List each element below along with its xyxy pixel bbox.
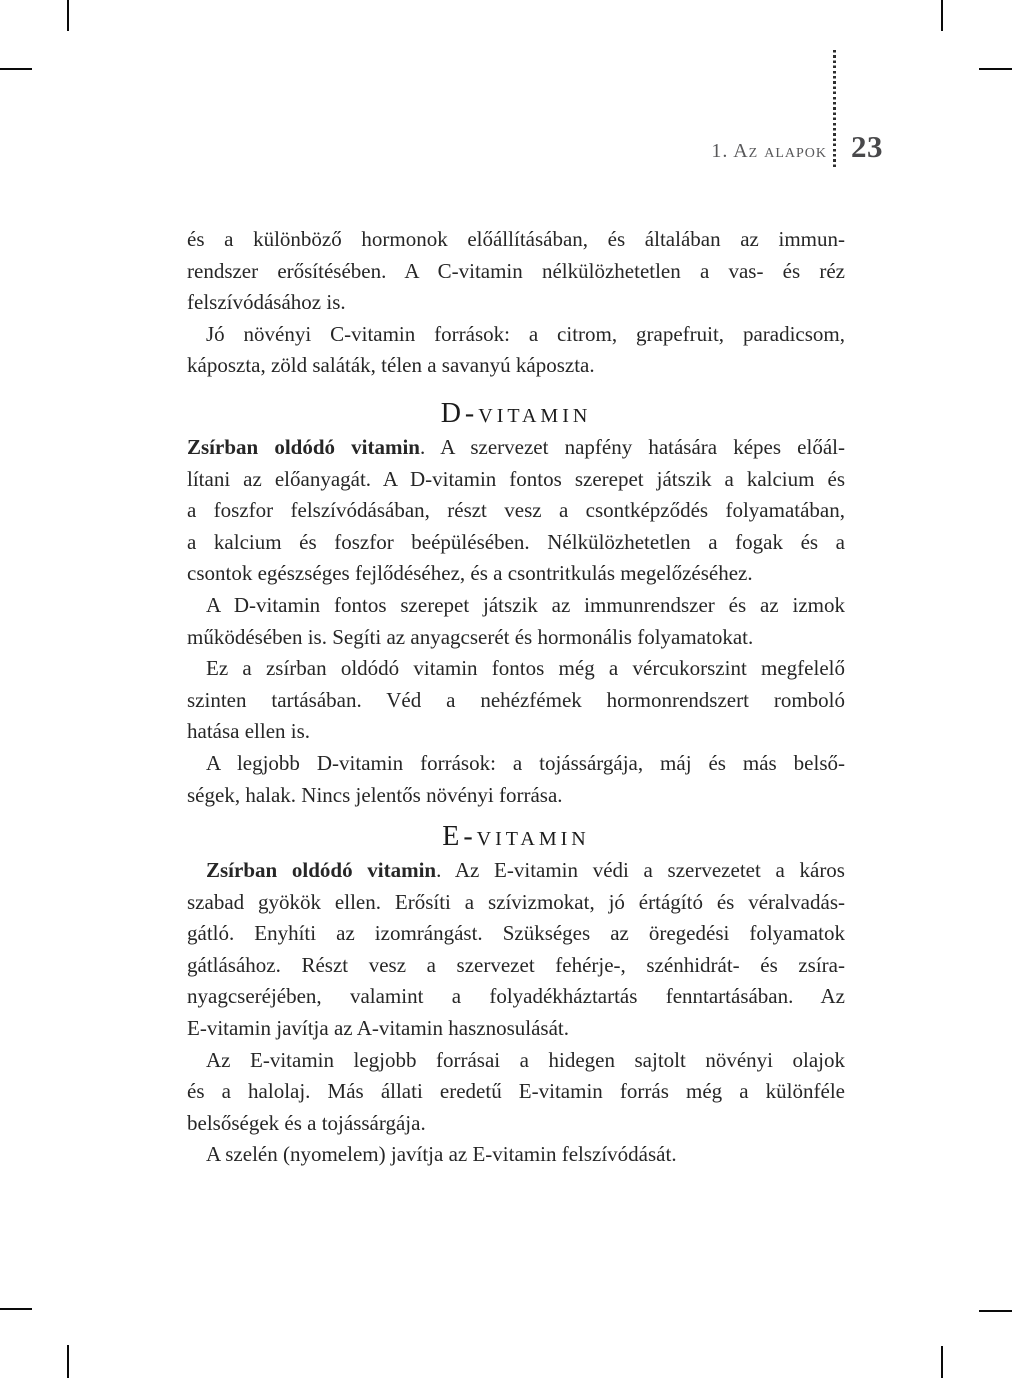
text-run: ségek, halak. Nincs jelentős növényi forrása. [187, 782, 563, 807]
text-line [187, 256, 845, 288]
text-line [187, 224, 845, 256]
text-run: a kalcium és foszfor beépülésében. Nélkülözhetetlen a fogak és a [187, 529, 845, 554]
text-run: és a halolaj. Más állati eredetű E-vitamin forrás még a különféle [187, 1079, 845, 1104]
text-line [187, 918, 845, 950]
paragraph [187, 432, 845, 590]
text-run: és a különböző hormonok előállításában, és általában az immun- [187, 227, 845, 251]
text-run: hatása ellen is. [187, 719, 311, 744]
paragraph [187, 224, 845, 319]
text-line [187, 716, 845, 748]
crop-mark-top-right-vertical [941, 0, 943, 31]
text-line [187, 1139, 845, 1171]
text-run: csontok egészséges fejlődéséhez, és a csontritkulás megelőzéséhez. [187, 561, 753, 586]
text-line [187, 350, 845, 382]
text-run: szabad gyökök ellen. Erősíti a szívizmokat, jó értágító és véralvadás- [187, 889, 845, 914]
text-run: lítani az előanyagát. A D-vitamin fontos szerepet játszik a kalcium és [187, 466, 845, 491]
text-line [187, 685, 845, 717]
text-run: A legjobb D-vitamin források: a tojássárgája, máj és más belső- [206, 750, 845, 775]
text-line [187, 950, 845, 982]
bold-run: Zsírban oldódó vitamin [206, 858, 437, 883]
text-run: Az E-vitamin legjobb forrásai a hidegen sajtolt növényi olajok [206, 1047, 845, 1072]
text-run: felszívódásához is. [187, 290, 346, 315]
page-number: 23 [851, 129, 883, 164]
paragraph [187, 1045, 845, 1140]
paragraph [187, 1139, 845, 1171]
text-line [187, 887, 845, 919]
crop-mark-bottom-right-vertical [941, 1346, 943, 1378]
crop-mark-bottom-left-horizontal [0, 1308, 32, 1310]
text-run: gátló. Enyhíti az izomrángást. Szükséges az öregedési folyamatok [187, 921, 845, 946]
text-run: A D-vitamin fontos szerepet játszik az immunrendszer és az izmok [206, 592, 845, 617]
crop-mark-top-left-horizontal [0, 68, 32, 70]
paragraph [187, 319, 845, 382]
text-run: rendszer erősítésében. A C-vitamin nélkülözhetetlen a vas- és réz [187, 258, 845, 283]
text-run: Ez a zsírban oldódó vitamin fontos még a vércukorszint megfelelő [206, 656, 845, 681]
text-run: E-vitamin javítja az A-vitamin hasznosulását. [187, 1016, 569, 1041]
text-run: a foszfor felszívódásában, részt vesz a csontképződés folyamatában, [187, 498, 845, 523]
crop-mark-top-left-vertical [67, 0, 69, 31]
text-run: szinten tartásában. Véd a nehézfémek hormonrendszert romboló [187, 687, 845, 712]
text-run: működésében is. Segíti az anyagcserét és hormonális folyamatokat. [187, 624, 754, 649]
text-run: gátlásához. Részt vesz a szervezet fehérje-, szénhidrát- és zsíra- [187, 952, 845, 977]
text-line [187, 780, 845, 812]
text-line [187, 1045, 845, 1077]
text-line [187, 653, 845, 685]
text-run: A szelén (nyomelem) javítja az E-vitamin felszívódását. [206, 1142, 677, 1167]
text-line [187, 855, 845, 887]
paragraph [187, 855, 845, 1045]
text-line [187, 495, 845, 527]
crop-mark-bottom-left-vertical [67, 1345, 69, 1378]
text-run: káposzta, zöld saláták, télen a savanyú káposzta. [187, 353, 595, 378]
section-heading-e-vitamin: E-vitamin [442, 821, 590, 853]
page-content [187, 224, 845, 1171]
text-line [187, 287, 845, 319]
text-line [187, 1076, 845, 1108]
text-run: Jó növényi C-vitamin források: a citrom, grapefruit, paradicsom, [206, 321, 845, 346]
paragraph [187, 748, 845, 811]
crop-mark-top-right-horizontal [979, 68, 1012, 70]
text-line [187, 622, 845, 654]
text-line [187, 748, 845, 780]
text-line [187, 432, 845, 464]
paragraph [187, 653, 845, 748]
running-header-chapter: 1. Az alapok [711, 140, 827, 162]
text-line [187, 558, 845, 590]
paragraph [187, 590, 845, 653]
text-run: . A szervezet napfény hatására képes előál- [419, 434, 845, 459]
crop-mark-bottom-right-horizontal [979, 1310, 1012, 1312]
section-heading-d-vitamin: D-vitamin [440, 397, 592, 429]
header-dotted-rule [833, 50, 836, 169]
text-run: belsőségek és a tojássárgája. [187, 1110, 426, 1135]
text-line [187, 1013, 845, 1045]
text-run: . Az E-vitamin védi a szervezetet a káros [436, 858, 845, 883]
text-line [187, 1108, 845, 1140]
text-run: nyagcseréjében, valamint a folyadékháztartás fenntartásában. Az [187, 984, 845, 1009]
text-line [187, 590, 845, 622]
text-line [187, 464, 845, 496]
text-line [187, 527, 845, 559]
bold-run: Zsírban oldódó vitamin [187, 434, 420, 459]
text-line [187, 319, 845, 351]
text-line [187, 981, 845, 1013]
